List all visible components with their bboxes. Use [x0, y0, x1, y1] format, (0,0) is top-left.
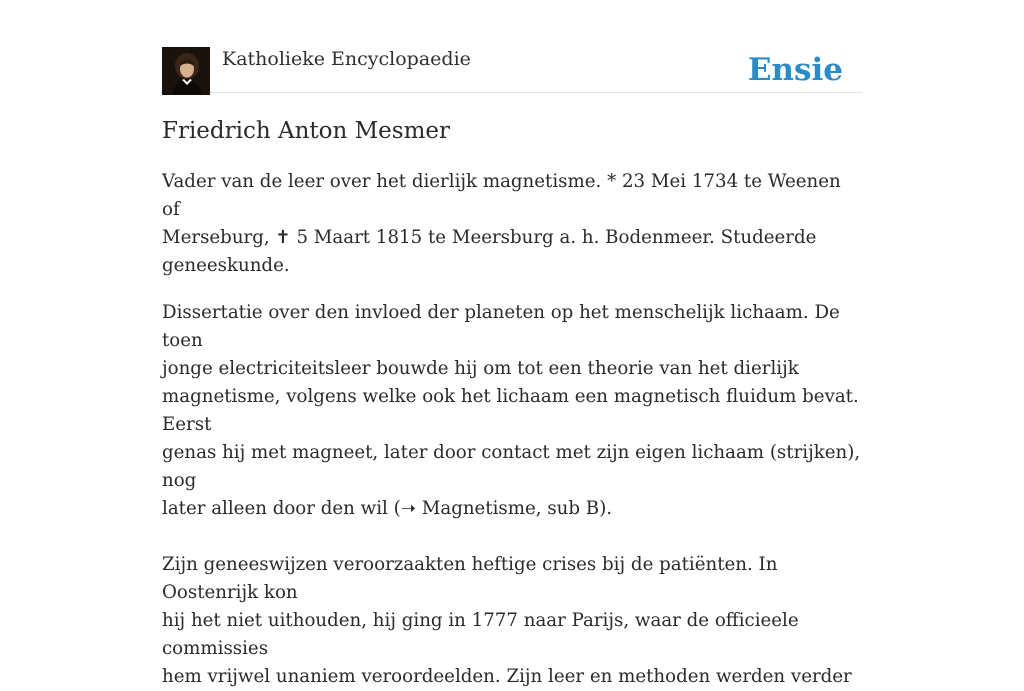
portrait-avatar-icon[interactable] [162, 47, 210, 95]
article-body [162, 168, 862, 691]
paragraph-1-line-2: Merseburg, ✝ 5 Maart 1815 te Meersburg a. h. Bodenmeer. Studeerde [162, 227, 817, 248]
brand-logo[interactable]: Ensie [747, 52, 843, 88]
page-title: Friedrich Anton Mesmer [162, 118, 451, 144]
paragraph-2-line-3: magnetisme, volgens welke ook het lichaam een magnetisch fluidum bevat. Eerst [162, 386, 859, 435]
paragraph-1-line-3: geneeskunde. [162, 255, 290, 276]
avatar-portrait-graphic [162, 47, 210, 95]
paragraph-2-line-5-before: later alleen door den wil ( [162, 498, 401, 519]
paragraph-2-line-4: genas hij met magneet, later door contact met zijn eigen lichaam (strijken), nog [162, 442, 861, 491]
source-name[interactable]: Katholieke Encyclopaedie [222, 48, 471, 70]
paragraph-1-line-1: Vader van de leer over het dierlijk magnetisme. * 23 Mei 1734 te Weenen of [162, 171, 841, 220]
magnetisme-link[interactable]: ➝ Magnetisme, sub B [400, 498, 600, 519]
paragraph-2 [162, 299, 862, 523]
paragraph-3-line-1: Zijn geneeswijzen veroorzaakten heftige crises bij de patiënten. In Oostenrijk kon [162, 554, 778, 603]
paragraph-3 [162, 551, 862, 691]
paragraph-3-line-3: hem vrijwel unaniem veroordeelden. Zijn leer en methoden werden verder [162, 666, 852, 687]
paragraph-2-line-5-after: ). [599, 498, 613, 519]
paragraph-2-line-2: jonge electriciteitsleer bouwde hij om tot een theorie van het dierlijk [162, 358, 799, 379]
paragraph-1 [162, 168, 862, 280]
header [162, 46, 862, 93]
paragraph-2-line-1: Dissertatie over den invloed der planeten op het menschelijk lichaam. De toen [162, 302, 840, 351]
paragraph-3-line-2: hij het niet uithouden, hij ging in 1777 naar Parijs, waar de officieele commissies [162, 610, 799, 659]
paragraph-2-line-5 [162, 495, 862, 523]
